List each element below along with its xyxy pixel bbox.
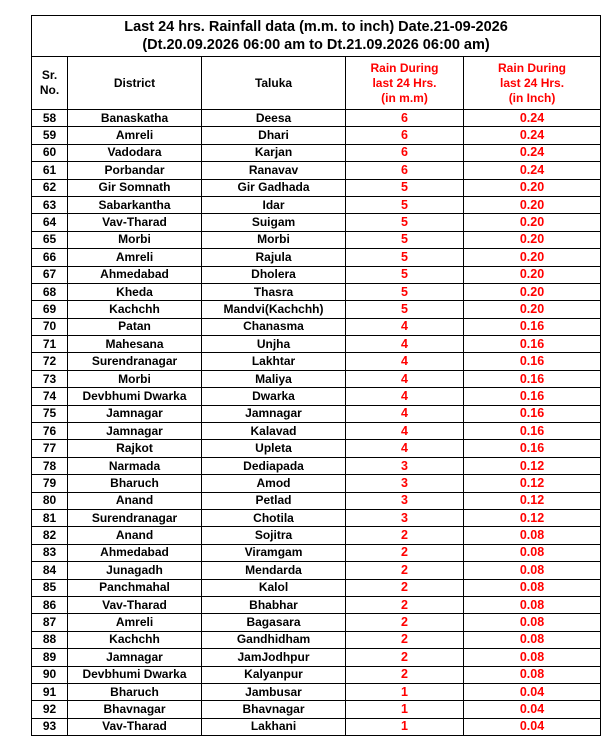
cell-taluka: Bagasara xyxy=(202,614,346,631)
table-row xyxy=(32,405,601,422)
cell-rain-mm: 6 xyxy=(346,162,464,179)
cell-taluka: Thasra xyxy=(202,283,346,300)
cell-district: Morbi xyxy=(68,370,202,387)
cell-rain-mm: 4 xyxy=(346,423,464,440)
cell-rain-mm: 2 xyxy=(346,631,464,648)
table-row xyxy=(32,388,601,405)
cell-taluka: Chanasma xyxy=(202,318,346,335)
cell-rain-mm: 4 xyxy=(346,440,464,457)
cell-rain-inch: 0.08 xyxy=(464,631,601,648)
cell-rain-inch: 0.12 xyxy=(464,457,601,474)
cell-rain-inch: 0.08 xyxy=(464,649,601,666)
cell-rain-inch: 0.20 xyxy=(464,301,601,318)
cell-sr-no: 68 xyxy=(32,283,68,300)
cell-sr-no: 89 xyxy=(32,649,68,666)
cell-rain-inch: 0.08 xyxy=(464,596,601,613)
cell-sr-no: 72 xyxy=(32,353,68,370)
cell-taluka: Suigam xyxy=(202,214,346,231)
table-row xyxy=(32,666,601,683)
cell-taluka: Unjha xyxy=(202,336,346,353)
cell-sr-no: 92 xyxy=(32,701,68,718)
header-taluka: Taluka xyxy=(202,57,346,110)
cell-sr-no: 64 xyxy=(32,214,68,231)
table-row xyxy=(32,614,601,631)
cell-rain-inch: 0.20 xyxy=(464,196,601,213)
title-row xyxy=(32,16,601,57)
cell-rain-mm: 2 xyxy=(346,614,464,631)
table-title xyxy=(32,16,601,57)
cell-rain-mm: 3 xyxy=(346,492,464,509)
cell-sr-no: 75 xyxy=(32,405,68,422)
cell-sr-no: 78 xyxy=(32,457,68,474)
cell-rain-mm: 2 xyxy=(346,596,464,613)
cell-district: Vadodara xyxy=(68,144,202,161)
cell-district: Jamnagar xyxy=(68,423,202,440)
cell-taluka: Kalavad xyxy=(202,423,346,440)
cell-rain-mm: 2 xyxy=(346,579,464,596)
cell-sr-no: 76 xyxy=(32,423,68,440)
cell-taluka: Gir Gadhada xyxy=(202,179,346,196)
cell-district: Surendranagar xyxy=(68,509,202,526)
cell-rain-mm: 5 xyxy=(346,214,464,231)
table-row xyxy=(32,301,601,318)
cell-rain-inch: 0.16 xyxy=(464,423,601,440)
cell-taluka: Deesa xyxy=(202,110,346,127)
cell-sr-no: 80 xyxy=(32,492,68,509)
table-row xyxy=(32,492,601,509)
header-rain-mm: Rain During last 24 Hrs. (in m.m) xyxy=(346,57,464,110)
header-sr-no: Sr. No. xyxy=(32,57,68,110)
cell-rain-mm: 2 xyxy=(346,649,464,666)
cell-taluka: JamJodhpur xyxy=(202,649,346,666)
cell-rain-mm: 5 xyxy=(346,301,464,318)
table-row xyxy=(32,631,601,648)
cell-sr-no: 81 xyxy=(32,509,68,526)
cell-taluka: Kalyanpur xyxy=(202,666,346,683)
cell-rain-inch: 0.16 xyxy=(464,370,601,387)
cell-district: Panchmahal xyxy=(68,579,202,596)
cell-rain-mm: 2 xyxy=(346,544,464,561)
cell-taluka: Dhari xyxy=(202,127,346,144)
cell-sr-no: 63 xyxy=(32,196,68,213)
cell-district: Sabarkantha xyxy=(68,196,202,213)
cell-taluka: Morbi xyxy=(202,231,346,248)
cell-sr-no: 87 xyxy=(32,614,68,631)
cell-rain-inch: 0.16 xyxy=(464,318,601,335)
cell-taluka: Amod xyxy=(202,475,346,492)
table-row xyxy=(32,579,601,596)
rainfall-table xyxy=(31,15,601,736)
table-row xyxy=(32,718,601,735)
cell-district: Vav-Tharad xyxy=(68,596,202,613)
table-body xyxy=(32,110,601,736)
cell-district: Ahmedabad xyxy=(68,266,202,283)
cell-rain-inch: 0.04 xyxy=(464,718,601,735)
cell-district: Ahmedabad xyxy=(68,544,202,561)
cell-sr-no: 62 xyxy=(32,179,68,196)
cell-rain-inch: 0.16 xyxy=(464,336,601,353)
cell-district: Bharuch xyxy=(68,683,202,700)
cell-rain-inch: 0.08 xyxy=(464,527,601,544)
cell-rain-mm: 4 xyxy=(346,388,464,405)
cell-rain-inch: 0.04 xyxy=(464,683,601,700)
cell-district: Anand xyxy=(68,527,202,544)
cell-taluka: Jambusar xyxy=(202,683,346,700)
cell-rain-inch: 0.16 xyxy=(464,440,601,457)
table-row xyxy=(32,457,601,474)
rainfall-sheet xyxy=(31,15,600,736)
cell-taluka: Gandhidham xyxy=(202,631,346,648)
cell-rain-mm: 4 xyxy=(346,370,464,387)
cell-sr-no: 79 xyxy=(32,475,68,492)
cell-district: Junagadh xyxy=(68,562,202,579)
table-row xyxy=(32,475,601,492)
cell-district: Mahesana xyxy=(68,336,202,353)
table-row xyxy=(32,162,601,179)
table-row xyxy=(32,249,601,266)
cell-rain-inch: 0.12 xyxy=(464,475,601,492)
cell-rain-mm: 4 xyxy=(346,336,464,353)
cell-taluka: Lakhani xyxy=(202,718,346,735)
cell-taluka: Petlad xyxy=(202,492,346,509)
cell-taluka: Viramgam xyxy=(202,544,346,561)
table-row xyxy=(32,283,601,300)
cell-district: Kachchh xyxy=(68,631,202,648)
cell-sr-no: 71 xyxy=(32,336,68,353)
table-row xyxy=(32,127,601,144)
cell-rain-inch: 0.16 xyxy=(464,353,601,370)
table-row xyxy=(32,649,601,666)
table-row xyxy=(32,318,601,335)
cell-district: Devbhumi Dwarka xyxy=(68,388,202,405)
header-rain-inch: Rain During last 24 Hrs. (in Inch) xyxy=(464,57,601,110)
cell-taluka: Jamnagar xyxy=(202,405,346,422)
cell-sr-no: 85 xyxy=(32,579,68,596)
cell-district: Narmada xyxy=(68,457,202,474)
cell-taluka: Karjan xyxy=(202,144,346,161)
table-row xyxy=(32,370,601,387)
cell-sr-no: 82 xyxy=(32,527,68,544)
cell-district: Morbi xyxy=(68,231,202,248)
cell-taluka: Dholera xyxy=(202,266,346,283)
cell-sr-no: 73 xyxy=(32,370,68,387)
cell-rain-mm: 4 xyxy=(346,318,464,335)
cell-rain-inch: 0.08 xyxy=(464,579,601,596)
cell-taluka: Mandvi(Kachchh) xyxy=(202,301,346,318)
cell-rain-mm: 4 xyxy=(346,353,464,370)
cell-rain-mm: 5 xyxy=(346,266,464,283)
table-row xyxy=(32,509,601,526)
table-row xyxy=(32,683,601,700)
cell-rain-inch: 0.24 xyxy=(464,162,601,179)
cell-sr-no: 83 xyxy=(32,544,68,561)
cell-district: Anand xyxy=(68,492,202,509)
cell-rain-inch: 0.24 xyxy=(464,144,601,161)
cell-rain-inch: 0.08 xyxy=(464,614,601,631)
cell-rain-inch: 0.24 xyxy=(464,127,601,144)
cell-district: Jamnagar xyxy=(68,649,202,666)
cell-taluka: Kalol xyxy=(202,579,346,596)
cell-taluka: Idar xyxy=(202,196,346,213)
cell-district: Devbhumi Dwarka xyxy=(68,666,202,683)
cell-district: Amreli xyxy=(68,614,202,631)
cell-district: Surendranagar xyxy=(68,353,202,370)
header-district: District xyxy=(68,57,202,110)
cell-rain-inch: 0.20 xyxy=(464,214,601,231)
cell-sr-no: 74 xyxy=(32,388,68,405)
cell-rain-inch: 0.20 xyxy=(464,231,601,248)
table-row xyxy=(32,214,601,231)
cell-taluka: Dwarka xyxy=(202,388,346,405)
cell-rain-inch: 0.16 xyxy=(464,388,601,405)
cell-rain-mm: 2 xyxy=(346,666,464,683)
cell-sr-no: 69 xyxy=(32,301,68,318)
table-row xyxy=(32,701,601,718)
cell-sr-no: 84 xyxy=(32,562,68,579)
cell-district: Jamnagar xyxy=(68,405,202,422)
cell-taluka: Upleta xyxy=(202,440,346,457)
cell-taluka: Bhavnagar xyxy=(202,701,346,718)
cell-district: Amreli xyxy=(68,249,202,266)
cell-district: Gir Somnath xyxy=(68,179,202,196)
cell-sr-no: 67 xyxy=(32,266,68,283)
cell-district: Vav-Tharad xyxy=(68,214,202,231)
table-row xyxy=(32,144,601,161)
cell-taluka: Lakhtar xyxy=(202,353,346,370)
cell-rain-mm: 6 xyxy=(346,127,464,144)
cell-rain-mm: 5 xyxy=(346,179,464,196)
cell-rain-mm: 3 xyxy=(346,509,464,526)
cell-rain-mm: 5 xyxy=(346,283,464,300)
cell-rain-inch: 0.24 xyxy=(464,110,601,127)
cell-rain-mm: 2 xyxy=(346,562,464,579)
cell-sr-no: 91 xyxy=(32,683,68,700)
cell-sr-no: 77 xyxy=(32,440,68,457)
cell-rain-inch: 0.12 xyxy=(464,509,601,526)
title-line-2: (Dt.20.09.2026 06:00 am to Dt.21.09.2026 06:00 am) xyxy=(142,37,490,53)
cell-rain-inch: 0.16 xyxy=(464,405,601,422)
cell-district: Bharuch xyxy=(68,475,202,492)
table-row xyxy=(32,562,601,579)
cell-rain-inch: 0.20 xyxy=(464,266,601,283)
table-row xyxy=(32,527,601,544)
cell-rain-mm: 6 xyxy=(346,144,464,161)
cell-sr-no: 86 xyxy=(32,596,68,613)
cell-rain-inch: 0.08 xyxy=(464,562,601,579)
cell-rain-inch: 0.20 xyxy=(464,249,601,266)
cell-taluka: Mendarda xyxy=(202,562,346,579)
cell-taluka: Dediapada xyxy=(202,457,346,474)
cell-rain-mm: 1 xyxy=(346,718,464,735)
table-row xyxy=(32,596,601,613)
cell-rain-mm: 1 xyxy=(346,701,464,718)
cell-sr-no: 61 xyxy=(32,162,68,179)
cell-rain-mm: 5 xyxy=(346,231,464,248)
cell-rain-inch: 0.20 xyxy=(464,283,601,300)
table-row xyxy=(32,231,601,248)
cell-sr-no: 58 xyxy=(32,110,68,127)
table-row xyxy=(32,440,601,457)
table-row xyxy=(32,266,601,283)
title-line-1: Last 24 hrs. Rainfall data (m.m. to inch) Date.21-09-2026 xyxy=(124,19,508,35)
cell-taluka: Rajula xyxy=(202,249,346,266)
cell-district: Rajkot xyxy=(68,440,202,457)
cell-sr-no: 70 xyxy=(32,318,68,335)
cell-rain-inch: 0.20 xyxy=(464,179,601,196)
cell-sr-no: 65 xyxy=(32,231,68,248)
cell-sr-no: 93 xyxy=(32,718,68,735)
cell-rain-inch: 0.08 xyxy=(464,666,601,683)
cell-rain-mm: 4 xyxy=(346,405,464,422)
cell-sr-no: 88 xyxy=(32,631,68,648)
cell-taluka: Ranavav xyxy=(202,162,346,179)
cell-district: Bhavnagar xyxy=(68,701,202,718)
cell-rain-mm: 5 xyxy=(346,249,464,266)
cell-rain-mm: 3 xyxy=(346,457,464,474)
cell-taluka: Maliya xyxy=(202,370,346,387)
cell-taluka: Chotila xyxy=(202,509,346,526)
table-row xyxy=(32,353,601,370)
cell-sr-no: 60 xyxy=(32,144,68,161)
table-row xyxy=(32,110,601,127)
cell-district: Kachchh xyxy=(68,301,202,318)
cell-taluka: Bhabhar xyxy=(202,596,346,613)
table-row xyxy=(32,544,601,561)
cell-sr-no: 59 xyxy=(32,127,68,144)
header-row xyxy=(32,57,601,110)
cell-rain-mm: 6 xyxy=(346,110,464,127)
cell-rain-inch: 0.12 xyxy=(464,492,601,509)
cell-district: Porbandar xyxy=(68,162,202,179)
cell-rain-inch: 0.08 xyxy=(464,544,601,561)
cell-sr-no: 66 xyxy=(32,249,68,266)
table-row xyxy=(32,336,601,353)
cell-district: Kheda xyxy=(68,283,202,300)
cell-rain-mm: 2 xyxy=(346,527,464,544)
cell-rain-mm: 3 xyxy=(346,475,464,492)
cell-district: Amreli xyxy=(68,127,202,144)
cell-rain-mm: 5 xyxy=(346,196,464,213)
cell-district: Vav-Tharad xyxy=(68,718,202,735)
cell-rain-mm: 1 xyxy=(346,683,464,700)
table-row xyxy=(32,179,601,196)
cell-taluka: Sojitra xyxy=(202,527,346,544)
cell-rain-inch: 0.04 xyxy=(464,701,601,718)
cell-district: Banaskatha xyxy=(68,110,202,127)
table-row xyxy=(32,196,601,213)
table-row xyxy=(32,423,601,440)
cell-sr-no: 90 xyxy=(32,666,68,683)
cell-district: Patan xyxy=(68,318,202,335)
